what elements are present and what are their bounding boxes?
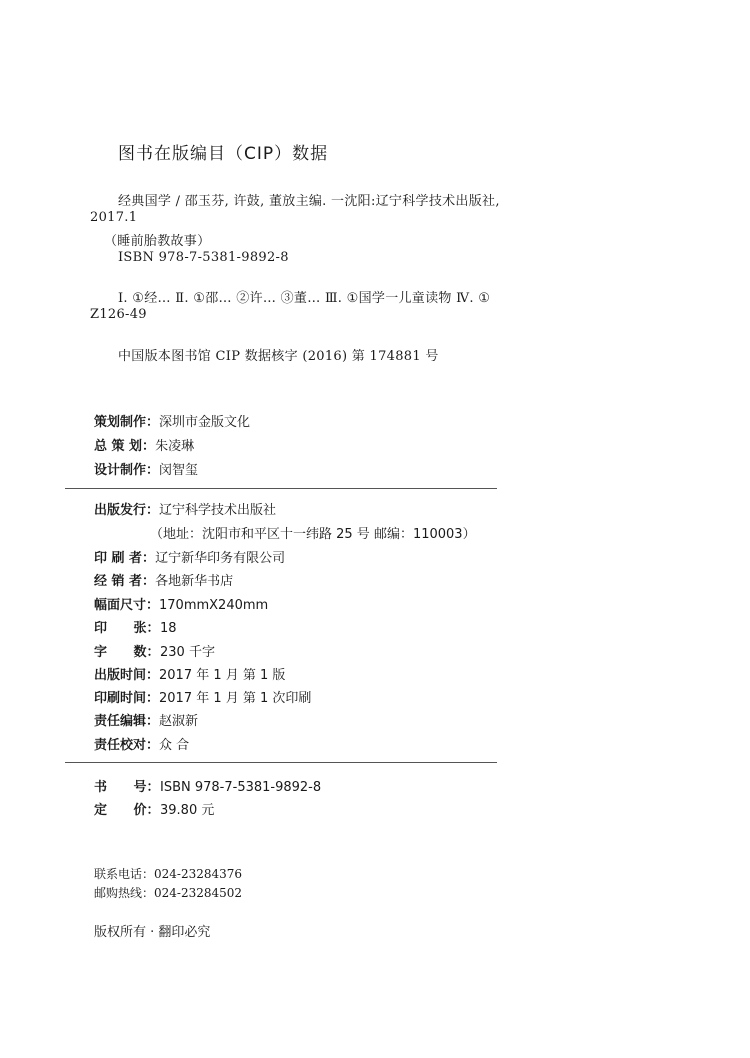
editor-label: 责任编辑： xyxy=(94,714,160,729)
format-size-label: 幅面尺寸： xyxy=(94,598,160,613)
proof-row xyxy=(94,734,189,753)
credit-plan-row xyxy=(94,411,250,430)
credit-plan-value: 深圳市金版文化 xyxy=(159,415,251,430)
words-value: 230 千字 xyxy=(160,645,215,660)
distributor-label: 经 销 者： xyxy=(94,574,156,589)
printdate-value: 2017 年 1 月 第 1 次印刷 xyxy=(159,691,312,706)
divider-bottom xyxy=(65,762,497,763)
contact-mail-order: 邮购热线：024-23284502 xyxy=(94,886,243,900)
cip-heading: 图书在版编目（CIP）数据 xyxy=(118,144,329,164)
isbn-label: 书 号： xyxy=(94,780,160,795)
credit-director-label: 总 策 划： xyxy=(94,439,156,454)
sheets-label: 印 张： xyxy=(94,621,160,636)
sheets-row xyxy=(94,617,177,636)
copyright-notice: 版权所有 · 翻印必究 xyxy=(94,925,211,940)
credit-plan-label: 策划制作： xyxy=(94,415,160,430)
editor-row xyxy=(94,710,198,729)
cip-line-title: 经典国学 / 邵玉芬, 许鼓, 董放主编. 一沈阳:辽宁科学技术出版社, xyxy=(118,194,500,209)
cip-line-year: 2017.1 xyxy=(90,210,138,225)
credit-director-value: 朱凌琳 xyxy=(155,439,195,454)
divider-top xyxy=(65,488,497,489)
isbn-value: ISBN 978-7-5381-9892-8 xyxy=(160,780,322,795)
printdate-row xyxy=(94,687,311,706)
credit-director-row xyxy=(94,435,194,454)
credit-design-label: 设计制作： xyxy=(94,463,160,478)
printer-value: 辽宁新华印务有限公司 xyxy=(155,551,286,566)
cip-line-code: Z126-49 xyxy=(90,307,147,322)
editor-value: 赵淑新 xyxy=(159,714,199,729)
cip-line-record: 中国版本图书馆 CIP 数据核字 (2016) 第 174881 号 xyxy=(118,349,439,364)
publisher-label: 出版发行： xyxy=(94,503,160,518)
credit-design-value: 闵智玺 xyxy=(159,463,199,478)
publisher-row xyxy=(94,499,276,518)
cip-line-series: （睡前胎教故事） xyxy=(104,234,211,249)
credit-design-row xyxy=(94,459,198,478)
cip-line-isbn: ISBN 978-7-5381-9892-8 xyxy=(118,250,289,265)
contact-phone: 联系电话：024-23284376 xyxy=(94,867,243,881)
pubdate-row xyxy=(94,664,285,683)
cip-line-classification: Ⅰ. ①经… Ⅱ. ①邵… ②许… ③董… Ⅲ. ①国学一儿童读物 Ⅳ. ① xyxy=(118,291,491,306)
price-value: 39.80 元 xyxy=(160,803,215,818)
isbn-row xyxy=(94,776,321,795)
sheets-value: 18 xyxy=(160,621,177,636)
pubdate-label: 出版时间： xyxy=(94,668,160,683)
printer-row xyxy=(94,547,285,566)
price-label: 定 价： xyxy=(94,803,160,818)
words-row xyxy=(94,641,215,660)
printdate-label: 印刷时间： xyxy=(94,691,160,706)
proof-value: 众 合 xyxy=(159,738,190,753)
words-label: 字 数： xyxy=(94,645,160,660)
proof-label: 责任校对： xyxy=(94,738,160,753)
price-row xyxy=(94,799,214,818)
format-size-value: 170mmX240mm xyxy=(159,598,269,613)
distributor-row xyxy=(94,570,233,589)
format-size-row xyxy=(94,594,268,613)
distributor-value: 各地新华书店 xyxy=(155,574,234,589)
publisher-value: 辽宁科学技术出版社 xyxy=(159,503,277,518)
printer-label: 印 刷 者： xyxy=(94,551,156,566)
publisher-address: （地址：沈阳市和平区十一纬路 25 号 邮编：110003） xyxy=(150,527,476,542)
pubdate-value: 2017 年 1 月 第 1 版 xyxy=(159,668,286,683)
